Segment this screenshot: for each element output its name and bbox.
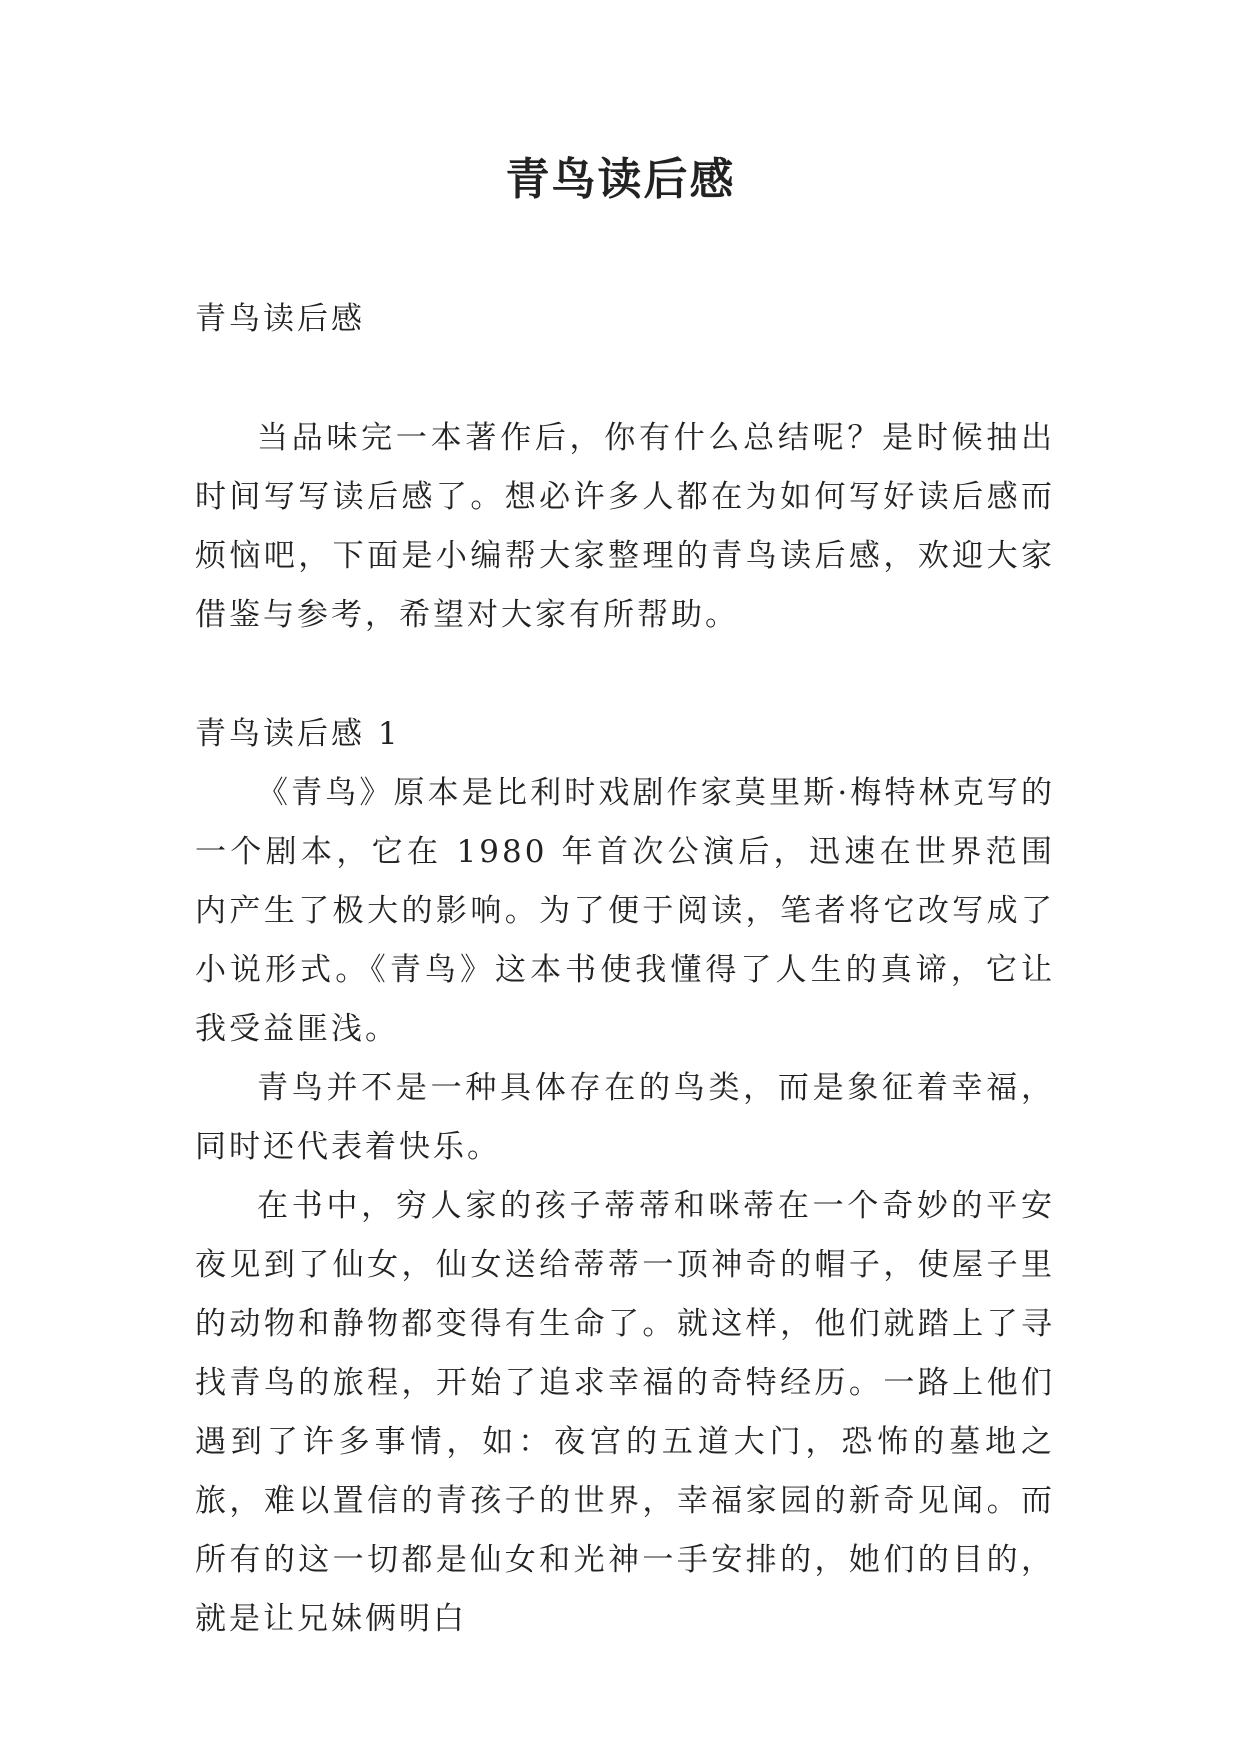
section-heading: 青鸟读后感 1 <box>195 716 401 752</box>
body-paragraph: 在书中，穷人家的孩子蒂蒂和咪蒂在一个奇妙的平安夜见到了仙女，仙女送给蒂蒂一顶神奇的帽子，使屋子里的动物和静物都变得有生命了。就这样，他们就踏上了寻找青鸟的旅程，开始了追求幸福的奇特经历。一路上他们遇到了许多事情，如：夜宫的五道大门，恐怖的墓地之旅，难以置信的青孩子的世界，幸福家园的新奇见闻。而所有的这一切都是仙女和光神一手安排的，她们的目的，就是让兄妹俩明白 <box>195 1188 1055 1637</box>
body-paragraph: 《青鸟》原本是比利时戏剧作家莫里斯·梅特林克写的一个剧本，它在 1980 年首次公演后，迅速在世界范围内产生了极大的影响。为了便于阅读，笔者将它改写成了小说形式。《青鸟》这本书使我懂得了人生的真谛，它让我受益匪浅。 <box>195 775 1055 1047</box>
document-body <box>195 290 1055 1649</box>
intro-paragraph: 当品味完一本著作后，你有什么总结呢？是时候抽出时间写写读后感了。想必许多人都在为如何写好读后感而烦恼吧，下面是小编帮大家整理的青鸟读后感，欢迎大家借鉴与参考，希望对大家有所帮助。 <box>195 420 1055 633</box>
document-title: 青鸟读后感 <box>505 154 736 205</box>
document-subtitle: 青鸟读后感 <box>195 301 365 337</box>
body-paragraph: 青鸟并不是一种具体存在的鸟类，而是象征着幸福，同时还代表着快乐。 <box>195 1070 1055 1165</box>
